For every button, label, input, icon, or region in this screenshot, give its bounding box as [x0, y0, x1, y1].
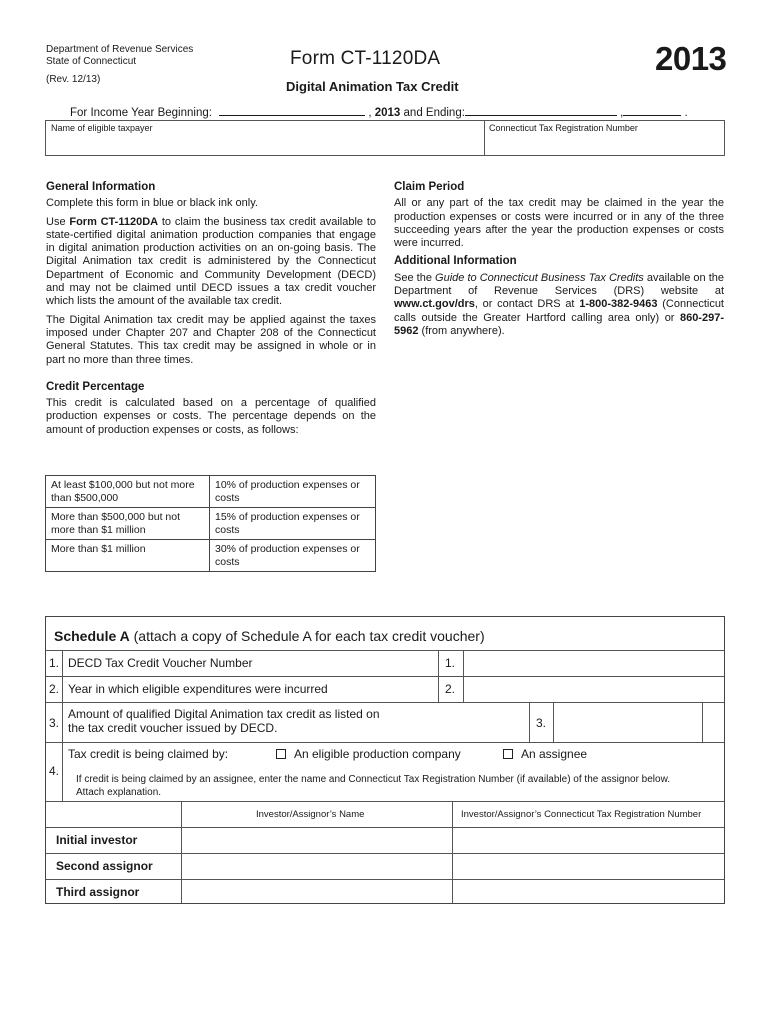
end-date-field[interactable]: [465, 105, 617, 116]
pct-cell: 15% of production expenses or costs: [210, 508, 376, 540]
taxpayer-divider: [484, 121, 485, 155]
line-4-note-b: Attach explanation.: [76, 787, 162, 798]
taxpayer-box: [45, 120, 725, 156]
initial-investor-label: Initial investor: [56, 833, 138, 847]
investor-name-header: Investor/Assignor’s Name: [256, 809, 365, 820]
line-2-label: Year in which eligible expenditures were incurred: [68, 682, 328, 696]
end-label: and Ending:: [403, 107, 465, 119]
drs-website-link[interactable]: www.ct.gov/drs: [394, 298, 475, 311]
credit-amount-field[interactable]: [555, 704, 701, 741]
registration-number-field[interactable]: [486, 133, 724, 155]
general-info-p3: The Digital Animation tax credit may be applied against the taxes imposed under Chapter 207 and Chapter 208 of the Connecticut General Statutes. This tax credit may be assigned in whole or in part no more than three times.: [46, 313, 376, 366]
additional-info-text: See the Guide to Connecticut Business Tax Credits available on the Department of Revenue Services (DRS) website at www.ct.gov/drs, or contact DRS at 1-800-382-9463 (Connecticut calls outside the Greater Hartford calling area only) or 860-297-5962 (from anywhere).: [394, 271, 724, 337]
investor-reg-header: Investor/Assignor’s Connecticut Tax Registration Number: [461, 809, 702, 820]
taxpayer-name-label: Name of eligible taxpayer: [51, 123, 153, 133]
third-assignor-label: Third assignor: [56, 885, 140, 899]
revision-date: (Rev. 12/13): [46, 74, 101, 85]
pct-cell: 10% of production expenses or costs: [210, 476, 376, 508]
credit-percentage-table: [45, 475, 376, 572]
schedule-a-title: Schedule A (attach a copy of Schedule A for each tax credit voucher): [54, 628, 485, 644]
table-row: [46, 508, 376, 540]
schedule-a: [45, 616, 725, 904]
general-info-p1: Complete this form in blue or black ink only.: [46, 197, 258, 210]
general-info-p2: Use Form CT-1120DA to claim the business tax credit available to state-certified digital animation production companies that engage in digital animation production activities on an on-going basis. The Digital Animation tax credit is administered by the Connecticut Department of Economic and Community Development (DECD) and may not be claimed until DECD issues a tax credit voucher which lists the amount of the available tax credit.: [46, 215, 376, 308]
agency-line-1: Department of Revenue Services: [46, 44, 194, 55]
initial-investor-reg-field[interactable]: [454, 828, 723, 852]
begin-label: For Income Year Beginning:: [70, 107, 212, 119]
tax-year: 2013: [655, 40, 727, 77]
period-year: 2013: [374, 107, 401, 119]
end-year-field[interactable]: [623, 105, 681, 116]
third-assignor-reg-field[interactable]: [454, 880, 723, 902]
range-cell: More than $500,000 but not more than $1 million: [46, 508, 210, 540]
range-cell: At least $100,000 but not more than $500,000: [46, 476, 210, 508]
second-assignor-name-field[interactable]: [183, 854, 451, 878]
form-subtitle: Digital Animation Tax Credit: [286, 79, 459, 94]
option-assignee[interactable]: An assignee: [503, 747, 587, 761]
range-cell: More than $1 million: [46, 540, 210, 572]
option-production-company[interactable]: An eligible production company: [276, 747, 461, 761]
drs-phone-2: 860-297-5962: [394, 311, 724, 337]
line-1-label: DECD Tax Credit Voucher Number: [68, 656, 253, 670]
table-row: [46, 476, 376, 508]
credit-percentage-text: This credit is calculated based on a percentage of qualified production expenses or costs. The percentage depends on the amount of production expenses or costs, as follows:: [46, 397, 376, 436]
line-2-box-number: 2.: [445, 682, 456, 696]
line-1-box-number: 1.: [445, 656, 456, 670]
line-3-label-b: the tax credit voucher issued by DECD.: [68, 721, 278, 735]
drs-phone-1: 1-800-382-9463: [579, 298, 658, 311]
voucher-number-field[interactable]: [465, 652, 723, 675]
checkbox-icon[interactable]: [276, 749, 286, 759]
credit-percentage-heading: Credit Percentage: [46, 380, 145, 393]
line-3-label-a: Amount of qualified Digital Animation tax credit as listed on: [68, 707, 380, 721]
second-assignor-label: Second assignor: [56, 859, 153, 873]
begin-date-field[interactable]: [219, 105, 365, 116]
expenditure-year-field[interactable]: [465, 678, 723, 701]
initial-investor-name-field[interactable]: [183, 828, 451, 852]
second-assignor-reg-field[interactable]: [454, 854, 723, 878]
registration-number-label: Connecticut Tax Registration Number: [489, 123, 638, 133]
taxpayer-name-field[interactable]: [46, 133, 483, 155]
left-column: [46, 181, 376, 442]
additional-info-heading: Additional Information: [394, 255, 517, 268]
agency-name: [46, 44, 193, 68]
line-4-label: Tax credit is being claimed by:: [68, 747, 229, 761]
line-1-number: 1.: [49, 656, 60, 670]
right-column: [394, 181, 724, 343]
general-info-heading: General Information: [46, 181, 156, 193]
form-title: Form CT-1120DA: [290, 48, 441, 69]
line-2-number: 2.: [49, 682, 60, 696]
table-row: [46, 540, 376, 572]
agency-line-2: State of Connecticut: [46, 56, 137, 67]
income-year-line: For Income Year Beginning: , 2013 and Ending: , .: [70, 107, 688, 119]
line-3-number: 3.: [49, 716, 60, 730]
pct-cell: 30% of production expenses or costs: [210, 540, 376, 572]
claim-period-text: All or any part of the tax credit may be claimed in the year the production expenses or costs were incurred or in any of the three succeeding years after the year the production expenses or costs were incurred.: [394, 197, 724, 250]
line-4-number: 4.: [49, 764, 60, 778]
checkbox-icon[interactable]: [503, 749, 513, 759]
line-3-box-number: 3.: [536, 716, 547, 730]
line-4-note-a: If credit is being claimed by an assignee, enter the name and Connecticut Tax Registration Number (if available) of the assignor below.: [76, 774, 671, 785]
claim-period-heading: Claim Period: [394, 181, 465, 193]
third-assignor-name-field[interactable]: [183, 880, 451, 902]
